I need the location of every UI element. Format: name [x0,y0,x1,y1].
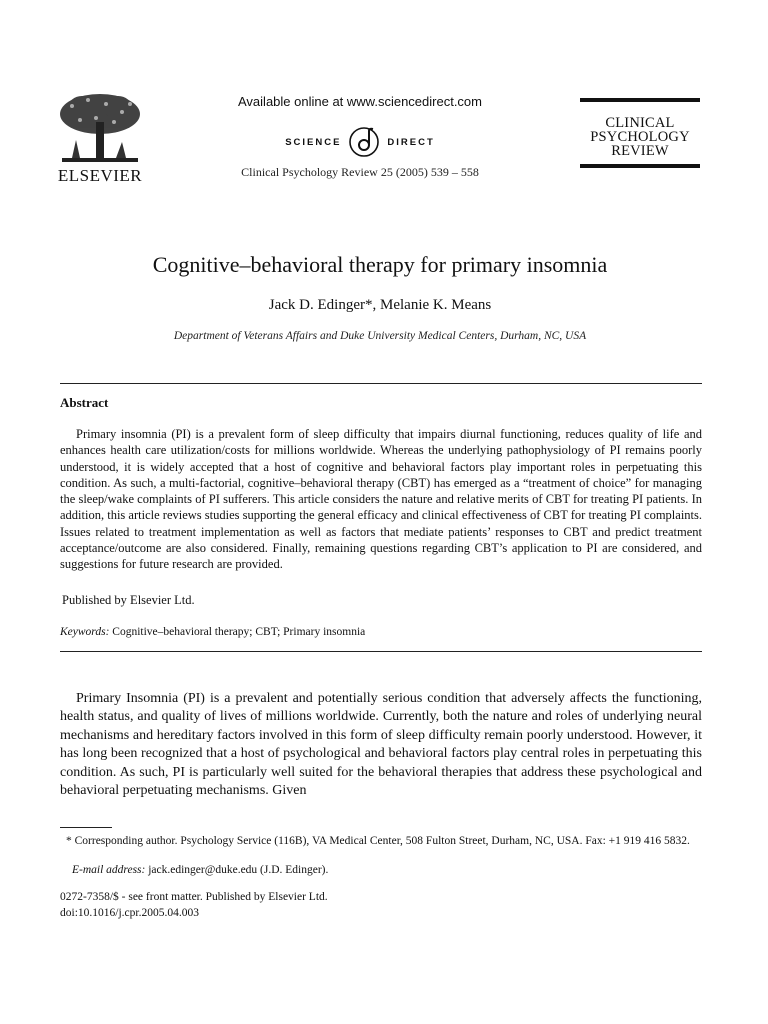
sd-right-word: DIRECT [387,136,435,148]
published-note: Published by Elsevier Ltd. [62,593,195,607]
article-title: Cognitive–behavioral therapy for primary insomnia [152,252,608,277]
brand-line: CLINICAL [605,115,675,131]
journal-citation: Clinical Psychology Review 25 (2005) 539 – 558 [241,165,479,179]
email-address[interactable]: jack.edinger@duke.edu (J.D. Edinger). [148,864,329,876]
body-paragraph: Primary Insomnia (PI) is a prevalent and potentially serious condition that adversely affects the functioning, health status, and quality of lives of millions worldwide. Currently, both the nature and roles of underlying neural mechanisms and hereditary factors involved in this form of sleep difficulty remain poorly understood. However, it has long been recognized that a host of psychological and behavioral factors play central roles in perpetuating this condition. As such, PI is particularly well suited for the behavioral therapies that address these psychological and behavioral perpetuating mechanisms. Given [60,691,702,799]
email-line [72,864,328,876]
doi-line[interactable]: doi:10.1016/j.cpr.2005.04.003 [60,906,199,919]
issn-line: 0272-7358/$ - see front matter. Published by Elsevier Ltd. [60,891,328,903]
divider-top [60,383,702,384]
brand-line: PSYCHOLOGY [590,129,690,145]
elsevier-tree-icon [52,92,148,164]
abstract-heading: Abstract [60,395,109,410]
corresponding-author-note: * Corresponding author. Psychology Service (116B), VA Medical Center, 508 Fulton Street, Durham, NC, USA. Fax: +1 919 416 5832. [66,835,690,847]
email-label: E-mail address: [72,864,146,876]
elsevier-logo [52,92,148,188]
brand-rule-bottom [580,164,700,168]
sciencedirect-d-icon [347,125,381,159]
available-online-link[interactable]: Available online at www.sciencedirect.com [238,94,482,109]
sciencedirect-logo [240,122,480,162]
publisher-name: ELSEVIER [57,166,143,185]
author-affiliation: Department of Veterans Affairs and Duke University Medical Centers, Durham, NC, USA [173,330,587,342]
footnote-rule [60,827,112,828]
article-authors: Jack D. Edinger*, Melanie K. Means [268,297,492,313]
front-matter [60,890,328,921]
keywords-label: Keywords: [60,626,110,638]
journal-brand [580,98,700,168]
sd-left-word: SCIENCE [285,136,342,148]
keywords [60,626,365,638]
divider-bottom [60,651,702,652]
keywords-list: Cognitive–behavioral therapy; CBT; Primary insomnia [112,626,366,638]
brand-line: REVIEW [611,143,669,159]
abstract-text: Primary insomnia (PI) is a prevalent form of sleep difficulty that impairs diurnal functioning, reduces quality of life and enhances health care utilization/costs for millions worldwide. Whereas the underlying pathophysiology of PI remains poorly understood, it is widely accepted that a host of cognitive and behavioral factors play important roles in perpetuating this condition. As such, a multi-factorial, cognitive–behavioral therapy (CBT) has emerged as a “treatment of choice” for managing the sleep/wake complaints of PI sufferers. This article considers the nature and relative merits of CBT for treating PI patients. In addition, this article reviews studies supporting the general efficacy and clinical effectiveness of CBT for treating PI complaints. Issues related to treatment implementation as well as factors that mediate patients’ responses to CBT and predict treatment acceptance/outcome are also considered. Finally, remaining questions regarding CBT’s application to PI are considered, and suggestions for future research are provided. [60,427,702,572]
brand-lines [580,102,700,158]
